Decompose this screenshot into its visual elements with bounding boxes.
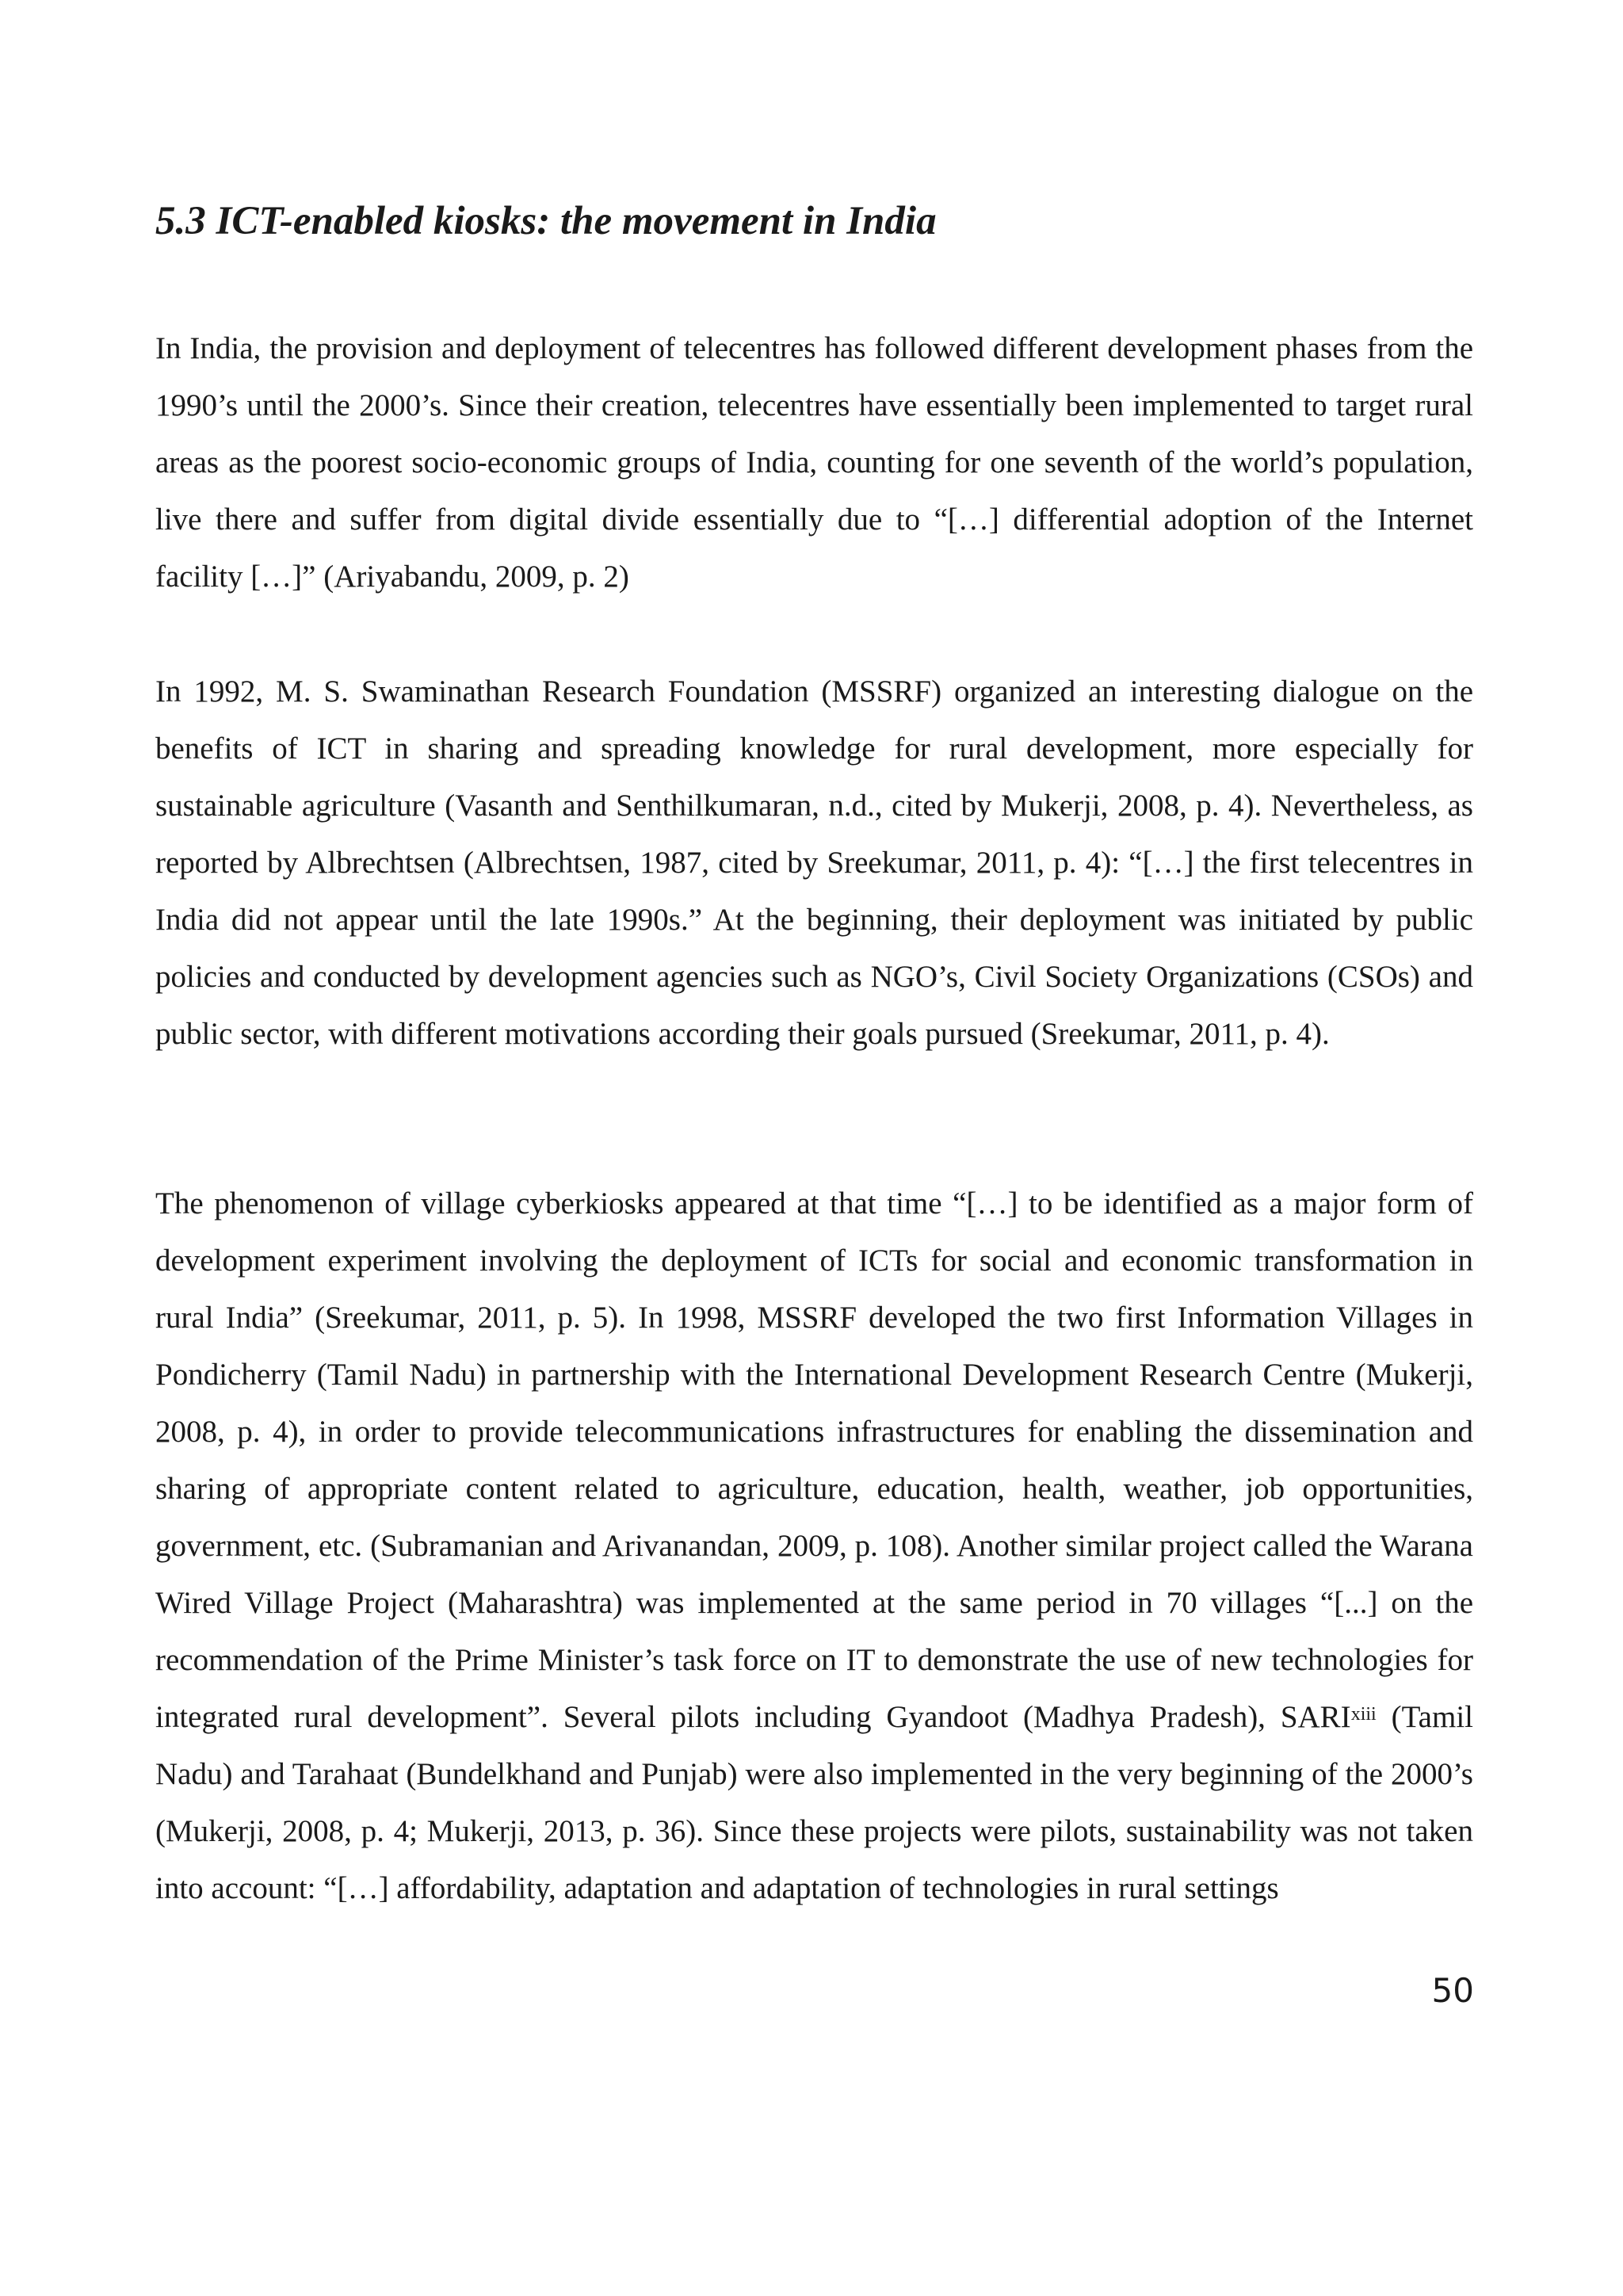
paragraph-text: In India, the provision and deployment of telecentres has followed different development phases from the 1990’s until the 2000’s. Since their creation, telecentres have essentially been implemented to target rural areas as the poorest socio-economic groups of India, counting for one seventh of the world’s population, live there and suffer from digital divide essentially due to “[…] differential adoption of the Internet facility […]” (Ariyabandu, 2009, p. 2) (155, 331, 1473, 594)
paragraph-village-cyberkiosks (155, 1175, 1473, 1917)
paragraph-telecentre-phases (155, 320, 1473, 606)
paragraph-text-part: The phenomenon of village cyberkiosks appeared at that time “[…] to be identified as a major form of development experiment involving the deployment of ICTs for social and economic transformation in rural India” (Sreekumar, 2011, p. 5). In 1998, MSSRF developed the two first Information Villages in Pondicherry (Tamil Nadu) in partnership with the International Development Research Centre (Mukerji, 2008, p. 4), in order to provide telecommunications infrastructures for enabling the dissemination and sharing of appropriate content related to agriculture, education, health, weather, job opportunities, government, etc. (Subramanian and Arivanandan, 2009, p. 108). Another similar project called the Warana Wired Village Project (Maharashtra) was implemented at the same period in 70 villages “[...] on the recommendation of the Prime Minister’s task force on IT to demonstrate the use of new technologies for integrated rural development”. Several pilots including Gyandoot (Madhya Pradesh), SARI (155, 1186, 1473, 1734)
page-number: 50 (1431, 1971, 1474, 2010)
paragraph-mssrf-dialogue (155, 663, 1473, 1063)
section-heading: 5.3 ICT-enabled kiosks: the movement in India (155, 199, 937, 243)
paragraph-text (155, 1175, 1473, 1917)
paragraph-text-part: (Tamil Nadu) and Tarahaat (Bundelkhand and Punjab) were also implemented in the very beginning of the 2000’s (Mukerji, 2008, p. 4; Mukerji, 2013, p. 36). Since these projects were pilots, sustainability was not taken into account: “[…] affordability, adaptation and adaptation of technologies in rural settings (155, 1700, 1473, 1905)
paragraph-text: In 1992, M. S. Swaminathan Research Foundation (MSSRF) organized an interesting dialogue on the benefits of ICT in sharing and spreading knowledge for rural development, more especially for sustainable agriculture (Vasanth and Senthilkumaran, n.d., cited by Mukerji, 2008, p. 4). Nevertheless, as reported by Albrechtsen (Albrechtsen, 1987, cited by Sreekumar, 2011, p. 4): “[…] the first telecentres in India did not appear until the late 1990s.” At the beginning, their deployment was initiated by public policies and conducted by development agencies such as NGO’s, Civil Society Organizations (CSOs) and public sector, with different motivations according their goals pursued (Sreekumar, 2011, p. 4). (155, 674, 1473, 1051)
endnote-reference[interactable]: xiii (1350, 1704, 1377, 1725)
